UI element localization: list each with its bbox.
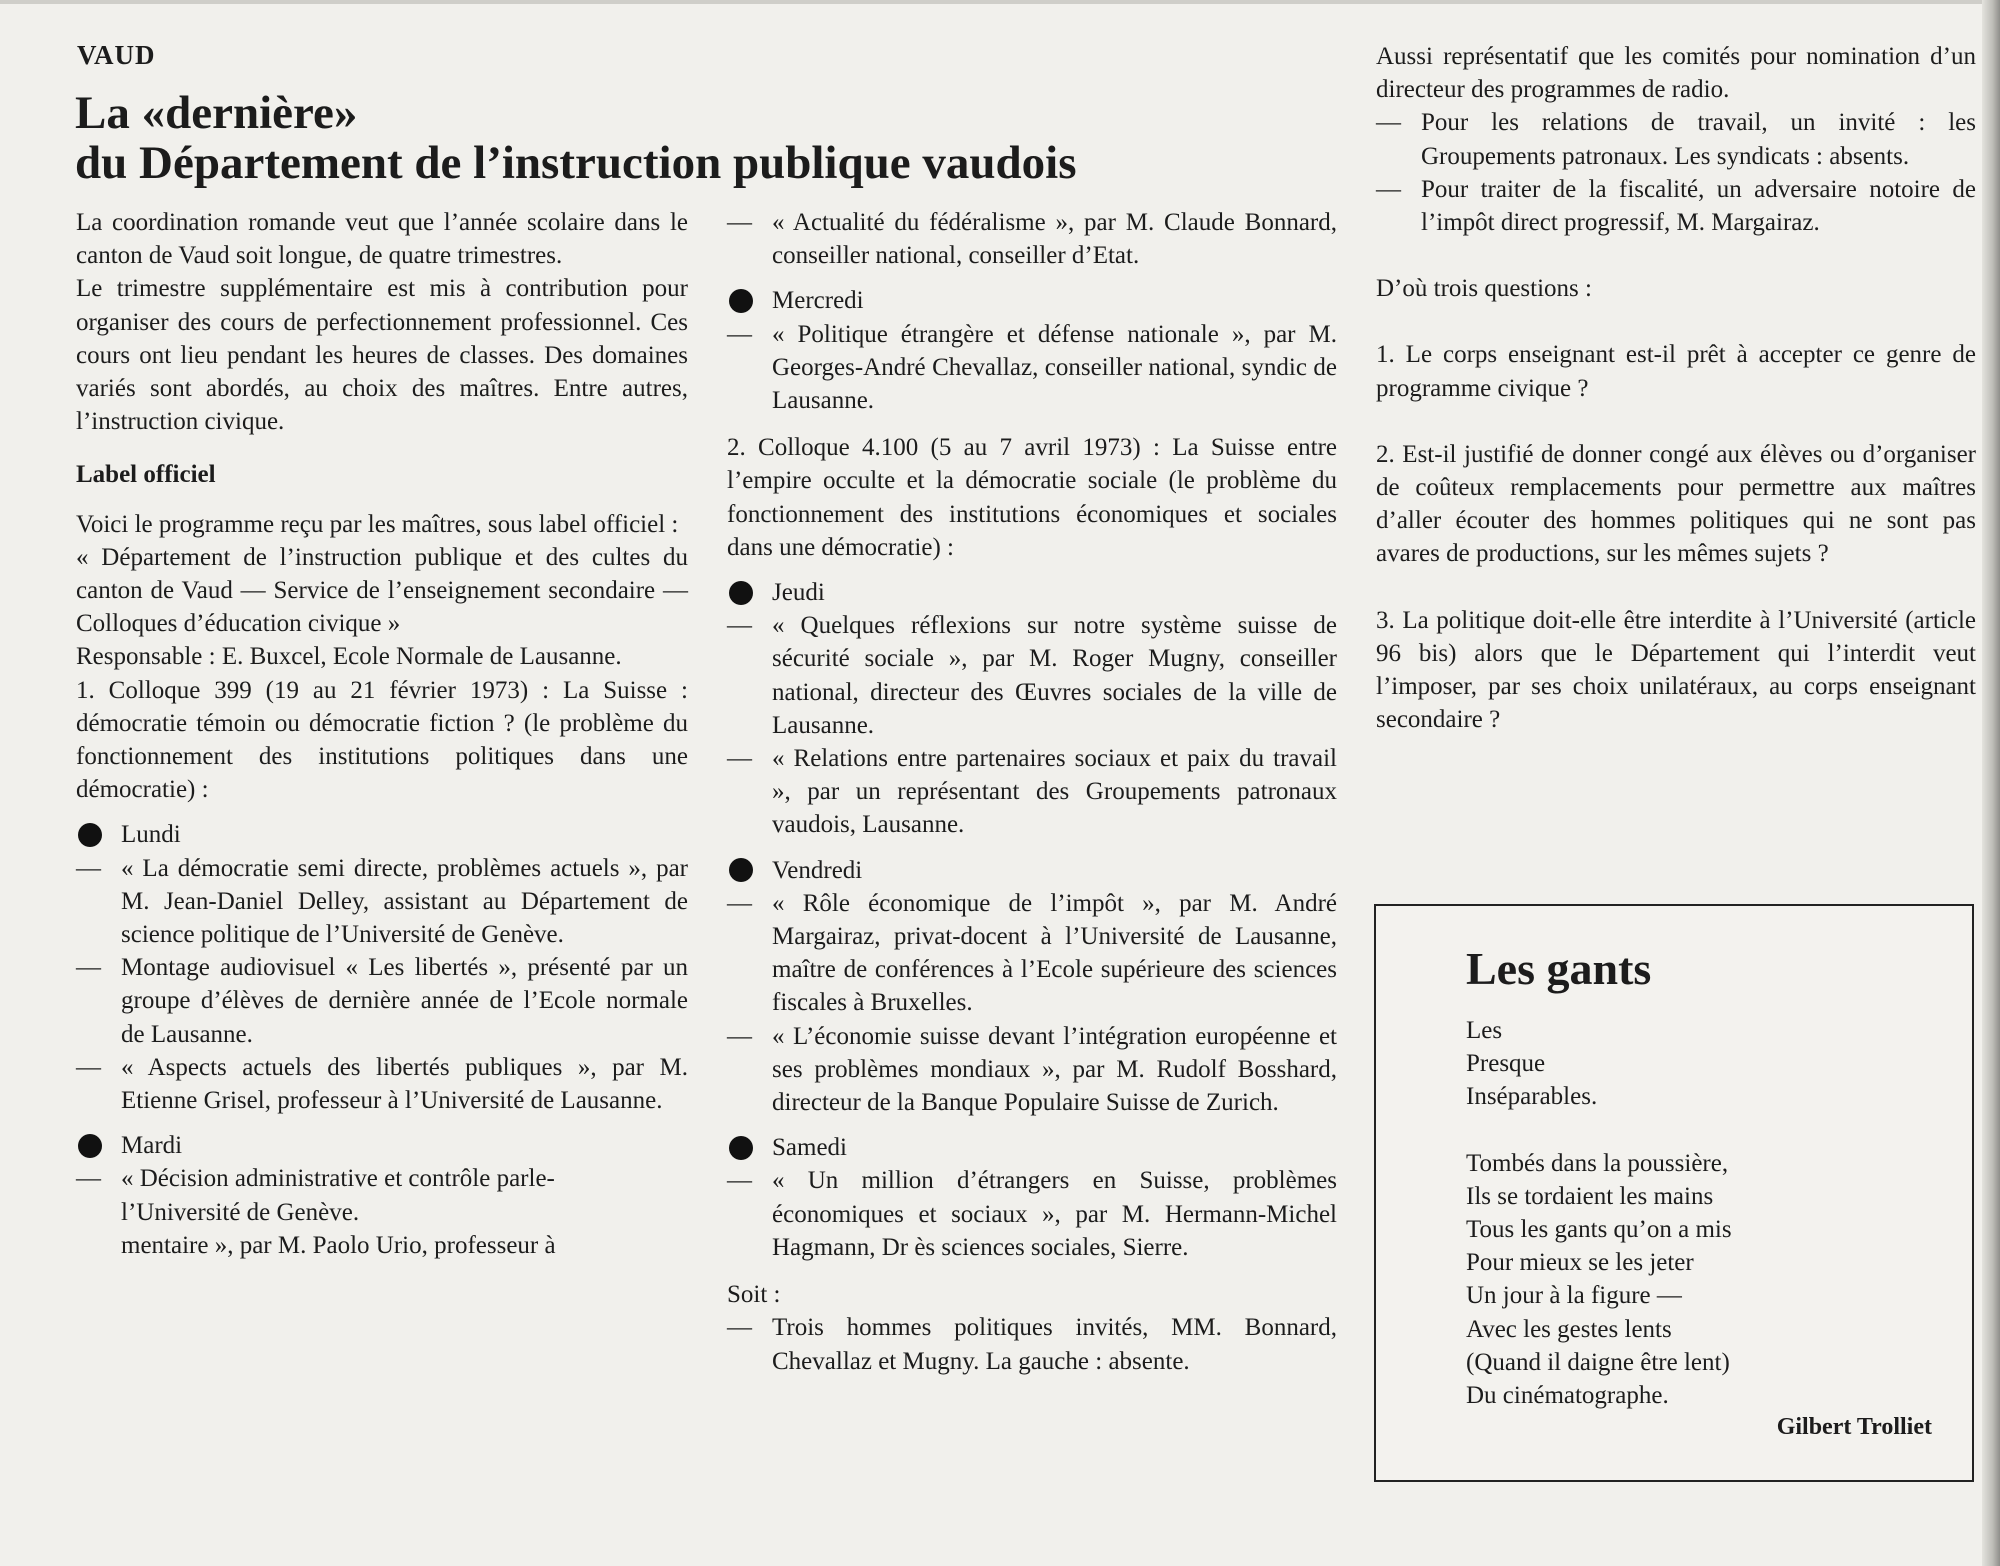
bullet-dot-icon (78, 1134, 102, 1158)
em-dash: — (727, 1022, 752, 1050)
day-heading-mardi (76, 1129, 688, 1162)
section-kicker: VAUD (77, 40, 156, 70)
poem-line: Inséparables. (1466, 1083, 1598, 1111)
program-item-text: Montage audiovisuel « Les libertés », présenté par un groupe d’élèves de dernière année de l’Ecole normale de Lausanne. (121, 954, 688, 1048)
em-dash: — (727, 209, 752, 236)
summary-item (1376, 173, 1976, 239)
program-item-text: « L’économie suisse devant l’intégration européenne et ses problèmes mondiaux », par M. Rudolf Bosshard, directeur de la Banque Populaire Suisse de Zurich. (772, 1022, 1337, 1117)
bullet-dot-icon (78, 823, 102, 847)
day-heading-lundi (76, 818, 688, 851)
em-dash: — (76, 1053, 101, 1081)
poem-line: Les (1466, 1017, 1503, 1044)
program-item (76, 951, 688, 1051)
program-item-text: « Rôle économique de l’impôt », par M. André Margairaz, privat-docent à l’Université de Lausanne, maître de conférences à l’Ecole supérieure des sciences fiscales à Bruxelles. (772, 889, 1337, 1017)
page-right-edge (1982, 0, 2000, 1566)
day-label: Mardi (121, 1132, 183, 1160)
summary-item (727, 1311, 1337, 1377)
headline-line-1: La «dernière» (75, 87, 358, 139)
poem-body (1466, 1014, 1732, 1412)
poem-line: Pour mieux se les jeter (1466, 1249, 1694, 1277)
em-dash: — (1376, 175, 1401, 203)
poem-line: Avec les gestes lents (1466, 1315, 1672, 1343)
poem-line: Un jour à la figure — (1466, 1282, 1682, 1310)
program-item (727, 1164, 1337, 1264)
em-dash: — (727, 745, 752, 773)
day-heading-vendredi (727, 854, 1337, 887)
program-item (727, 1020, 1337, 1120)
program-item-line: l’Université de Genève. (121, 1198, 360, 1226)
day-heading-jeudi (727, 576, 1337, 609)
paragraph: « Département de l’instruction publique et des cultes du canton de Vaud — Service de l’enseignement secondaire — Colloques d’éducation civique » (76, 543, 688, 638)
em-dash: — (76, 854, 101, 882)
day-label: Samedi (772, 1134, 847, 1162)
poem-box (1374, 904, 1974, 1482)
program-item (76, 852, 688, 952)
program-item (727, 742, 1337, 842)
em-dash: — (727, 612, 752, 640)
paragraph: 2. Colloque 4.100 (5 au 7 avril 1973) : La Suisse entre l’empire occulte et la démocratie sociale (le problème du fonctionnement des institutions économiques et sociales dans une démocratie) : (727, 434, 1337, 561)
program-item (727, 609, 1337, 742)
summary-item-text: Pour les relations de travail, un invité : les Groupements patronaux. Les syndicats : absents. (1421, 109, 1976, 170)
em-dash: — (727, 889, 752, 917)
em-dash: — (727, 1314, 752, 1342)
paragraph-soit: Soit : (727, 1281, 781, 1309)
poem-author: Gilbert Trolliet (1776, 1414, 1932, 1440)
bullet-dot-icon (729, 1136, 753, 1160)
page-top-edge (0, 0, 2000, 4)
poem-line: Tous les gants qu’on a mis (1466, 1216, 1732, 1244)
bullet-dot-icon (729, 289, 753, 313)
program-item (727, 318, 1337, 418)
program-item-text: « Relations entre partenaires sociaux et paix du travail », par un représentant des Groupements patronaux vaudois, Lausanne. (772, 745, 1337, 839)
summary-item-text: Trois hommes politiques invités, MM. Bonnard, Chevallaz et Mugny. La gauche : absente. (772, 1314, 1337, 1375)
paragraph: Responsable : E. Buxcel, Ecole Normale de Lausanne. (76, 643, 622, 671)
program-item (76, 1162, 688, 1195)
paragraph: 1. Colloque 399 (19 au 21 février 1973) : La Suisse : démocratie témoin ou démocratie fiction ? (le problème du fonctionnement des institutions politiques dans une démocratie) : (76, 676, 688, 804)
summary-item-text: Pour traiter de la fiscalité, un adversaire notoire de l’impôt direct progressif, M. Margairaz. (1421, 175, 1976, 237)
em-dash: — (76, 954, 101, 982)
day-label: Jeudi (772, 579, 825, 607)
poem-line: Tombés dans la poussière, (1466, 1149, 1729, 1177)
program-item (727, 887, 1337, 1020)
bullet-dot-icon (729, 581, 753, 605)
questions-intro: D’où trois questions : (1376, 275, 1592, 303)
program-item (76, 1051, 688, 1117)
question-1: 1. Le corps enseignant est-il prêt à accepter ce genre de programme civique ? (1376, 341, 1976, 402)
article-column-2 (727, 206, 1337, 1378)
program-item-text: « La démocratie semi directe, problèmes actuels », par M. Jean-Daniel Delley, assistant au Département de science politique de l’Université de Genève. (121, 854, 688, 949)
poem-line: Du cinématographe. (1466, 1382, 1669, 1410)
subheading-label-officiel: Label officiel (76, 461, 216, 489)
article-column-1 (76, 206, 688, 1262)
program-item-text: « Actualité du fédéralisme », par M. Claude Bonnard, conseiller national, conseiller d’Etat. (772, 209, 1337, 270)
summary-item (1376, 106, 1976, 172)
bullet-dot-icon (729, 858, 753, 882)
paragraph: Aussi représentatif que les comités pour nomination d’un directeur des programmes de radio. (1376, 43, 1976, 104)
day-label: Mercredi (772, 287, 864, 315)
headline-line-2: du Département de l’instruction publique vaudois (75, 137, 1077, 189)
question-2: 2. Est-il justifié de donner congé aux élèves ou d’organiser de coûteux remplacements pour permettre aux maîtres d’aller écouter des hommes politiques qui ne sont pas avares de productions, sur les mêmes sujets ? (1376, 440, 1976, 568)
em-dash: — (76, 1165, 101, 1193)
em-dash: — (727, 1167, 752, 1195)
day-label: Vendredi (772, 856, 863, 884)
day-heading-mercredi (727, 284, 1337, 317)
poem-line: Presque (1466, 1050, 1546, 1078)
paragraph: Voici le programme reçu par les maîtres, sous label officiel : (76, 510, 679, 538)
stanza-break (1466, 1114, 1732, 1147)
paragraph: Le trimestre supplémentaire est mis à contribution pour organiser des cours de perfectionnement professionnel. Ces cours ont lieu pendant les heures de classes. Des domaines variés sont abordés, au choix des maîtres. Entre autres, l’instruction civique. (76, 275, 688, 436)
program-item-text: « Un million d’étrangers en Suisse, problèmes économiques et sociaux », par M. Hermann-Michel Hagmann, Dr ès sciences sociales, Sierre. (772, 1167, 1337, 1261)
program-item-text: « Aspects actuels des libertés publiques », par M. Etienne Grisel, professeur à l’Université de Lausanne. (121, 1053, 688, 1115)
poem-line: (Quand il daigne être lent) (1466, 1348, 1730, 1376)
program-item-text: « Quelques réflexions sur notre système suisse de sécurité sociale », par M. Roger Mugny, conseiller national, directeur des Œuvres sociales de la ville de Lausanne. (772, 612, 1337, 739)
program-item-line: mentaire », par M. Paolo Urio, professeur à (121, 1231, 556, 1259)
poem-title: Les gants (1466, 943, 1652, 994)
program-item (727, 206, 1337, 272)
em-dash: — (727, 320, 752, 348)
em-dash: — (1376, 109, 1401, 137)
article-headline (75, 88, 1077, 188)
program-item-text: « Politique étrangère et défense nationale », par M. Georges-André Chevallaz, conseiller national, syndic de Lausanne. (772, 320, 1337, 415)
program-item-text: « Décision administrative et contrôle parle- (121, 1165, 555, 1193)
day-heading-samedi (727, 1131, 1337, 1164)
article-column-3 (1376, 40, 1976, 736)
poem-line: Ils se tordaient les mains (1466, 1182, 1714, 1210)
question-3: 3. La politique doit-elle être interdite à l’Université (article 96 bis) alors que le Département qui l’interdit veut l’imposer, par ses choix unilatéraux, au corps enseignant secondaire ? (1376, 606, 1976, 734)
day-label: Lundi (121, 821, 181, 849)
paragraph: La coordination romande veut que l’année scolaire dans le canton de Vaud soit longue, de quatre trimestres. (76, 209, 688, 270)
